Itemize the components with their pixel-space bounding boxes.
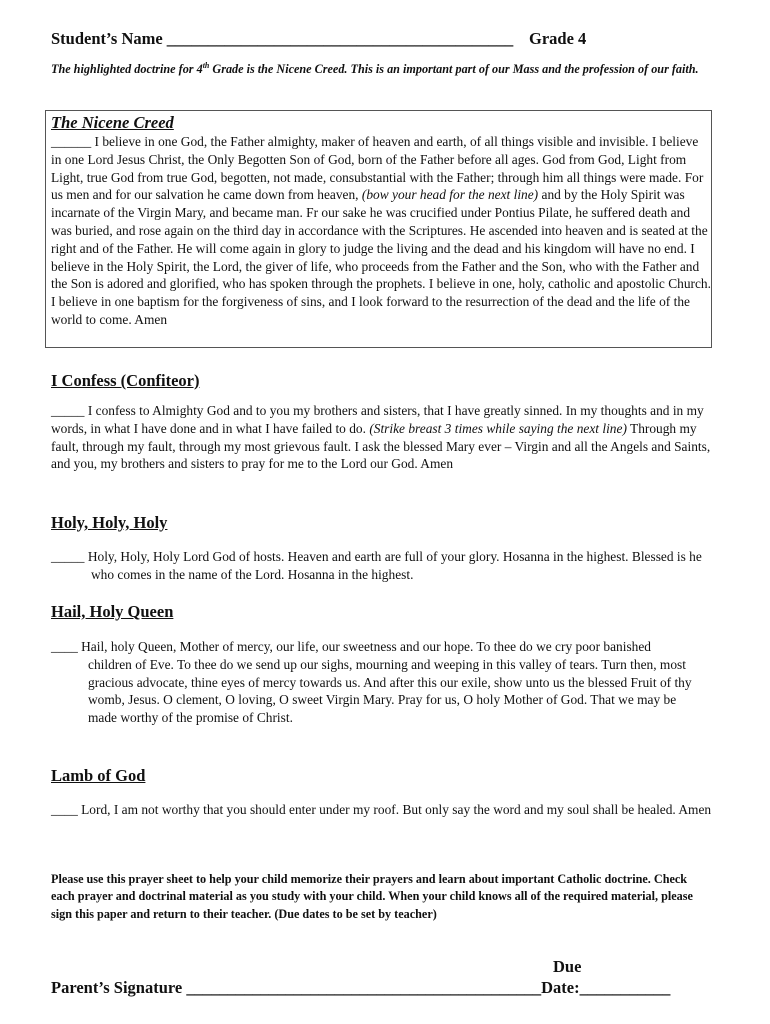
- holy-holy-text: _____ Holy, Holy, Holy Lord God of hosts. Heaven and earth are full of your glory. Hosanna in the highest. Blessed is he who comes in the name of the Lord. Hosanna in the highest.: [51, 549, 702, 582]
- confiteor-text-part2: Through my fault, through my fault, through my most grievous fault. I ask the blessed Mary ever – Virgin and all the Angels and Saints, and you, my brothers and sisters to pray for me to the Lord our God. Amen: [51, 420, 711, 472]
- confiteor-text-part1: _____ I confess to Almighty God and to you my brothers and sisters, that I have greatly sinned. In my thoughts and in my words, in what I have done and in what I have failed to do.: [51, 403, 704, 436]
- hail-holy-queen-text: ____ Hail, holy Queen, Mother of mercy, our life, our sweetness and our hope. To thee do we cry poor banished children of Eve. To thee do we send up our sighs, mourning and weeping in this valley of tears. Turn then, most gracious advocate, thine eyes of mercy towards us. And after this our exile, show unto us the blessed Fruit of thy womb, Jesus. O clement, O loving, O sweet Virgin Mary. Pray for us, O holy Mother of God. That we may be made worthy of the promise of Christ.: [51, 639, 692, 726]
- parent-signature-line: Parent’s Signature ___________________________________________Date:___________: [51, 978, 671, 997]
- student-name-field: Student’s Name __________________________________________: [51, 29, 514, 48]
- nicene-creed-title: The Nicene Creed: [51, 113, 174, 132]
- nicene-instruction: (bow your head for the next line): [361, 187, 539, 203]
- hail-holy-queen-title: Hail, Holy Queen: [51, 602, 174, 621]
- intro-part1: The highlighted doctrine for 4: [51, 62, 203, 76]
- nicene-text-part1: ______ I believe in one God, the Father almighty, maker of heaven and earth, of all things visible and invisible. I believe in one Lord Jesus Christ, the Only Begotten Son of God, born of the Father before all ages. God from God, Light from Light, true God from true God, begotten, not made, consubstantial with the Father; through him all things were made. For us men and for our salvation he came down from heaven,: [51, 134, 704, 203]
- nicene-creed-text: [51, 133, 711, 329]
- intro-text: [51, 61, 711, 78]
- parent-instructions: Please use this prayer sheet to help your child memorize their prayers and learn about important Catholic doctrine. Check each prayer and doctrinal material as you study with your child. When your child knows all of the required material, please sign this paper and return to their teacher. (Due dates to be set by teacher): [51, 872, 693, 921]
- nicene-text-part2: and by the Holy Spirit was incarnate of the Virgin Mary, and became man. Fr our sake he was crucified under Pontius Pilate, he suffered death and was buried, and rose again on the third day in accordance with the Scriptures. He ascended into heaven and is seated at the right and of the Father. He will come again in glory to judge the living and the dead and his kingdom will have no end. I believe in the Holy Spirit, the Lord, the giver of life, who proceeds from the Father and the Son, who with the Father and the Son is adored and glorified, who has spoken through the prophets. I believe in one, holy, catholic and apostolic Church. I believe in one baptism for the forgiveness of sins, and I look forward to the resurrection of the dead and the life of the world to come. Amen: [51, 187, 711, 327]
- lamb-of-god-text: ____ Lord, I am not worthy that you should enter under my roof. But only say the word and my soul shall be healed. Amen: [51, 802, 712, 817]
- lamb-of-god-title: Lamb of God: [51, 766, 146, 785]
- intro-part2: Grade is the Nicene Creed. This is an important part of our Mass and the profession of our faith.: [209, 62, 699, 76]
- grade-label: Grade 4: [529, 29, 587, 48]
- student-name-line: [51, 29, 731, 49]
- confiteor-text: [51, 402, 711, 473]
- intro-superscript: th: [202, 61, 210, 70]
- confiteor-title: I Confess (Confiteor): [51, 371, 200, 390]
- holy-holy-title: Holy, Holy, Holy: [51, 513, 168, 532]
- due-label: Due: [553, 957, 582, 976]
- confiteor-instruction: (Strike breast 3 times while saying the next line): [369, 420, 627, 436]
